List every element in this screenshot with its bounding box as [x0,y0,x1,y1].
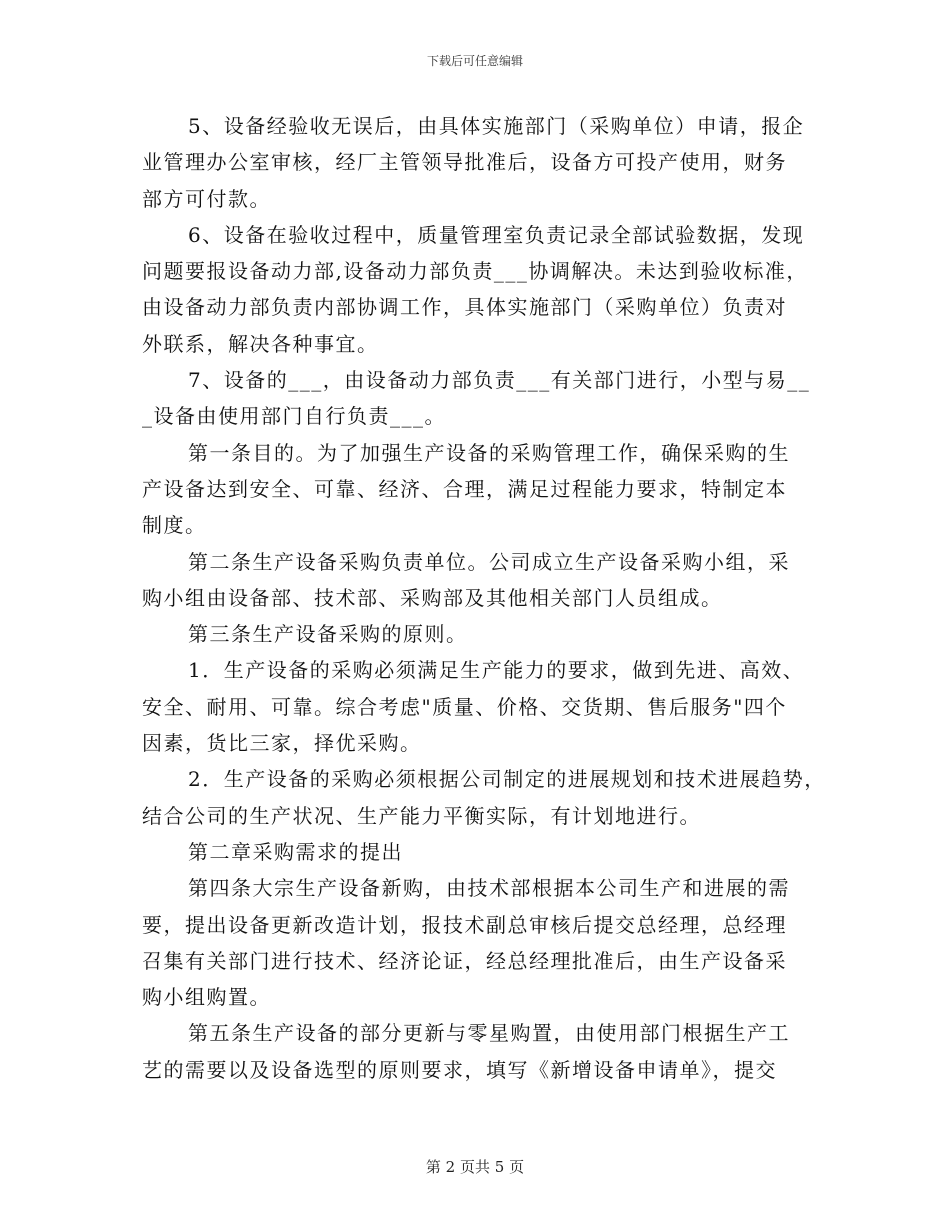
page-number: 第 2 页共 5 页 [425,1158,525,1176]
paragraph-line: 结合公司的生产状况、生产能力平衡实际，有计划地进行。 [142,803,701,828]
paragraph-line: 因素，货比三家，择优采购。 [142,731,422,756]
paragraph-line: 由设备动力部负责内部协调工作，具体实施部门（采购单位）负责对 [142,295,787,320]
paragraph-line: 第四条大宗生产设备新购，由技术部根据本公司生产和进展的需 [188,876,790,901]
paragraph-line: 2．生产设备的采购必须根据公司制定的进展规划和技术进展趋势， [188,767,826,792]
paragraph-line: 6、设备在验收过程中，质量管理室负责记录全部试验数据，发现 [188,222,805,247]
paragraph-line: 业管理办公室审核，经厂主管领导批准后，设备方可投产使用，财务 [142,150,787,175]
paragraph-line: 要，提出设备更新改造计划，报技术副总审核后提交总经理，总经理 [142,912,787,937]
paragraph-line: 第五条生产设备的部分更新与零星购置，由使用部门根据生产工 [188,1021,790,1046]
page-header: 下载后可任意编辑 [426,54,523,68]
paragraph-line: 外联系，解决各种事宜。 [142,331,379,356]
paragraph-line: 召集有关部门进行技术、经济论证，经总经理批准后，由生产设备采 [142,948,787,973]
paragraph-line: _设备由使用部门自行负责___。 [142,404,446,429]
paragraph-line: 第三条生产设备采购的原则。 [188,622,468,647]
paragraph-line: 购小组由设备部、技术部、采购部及其他相关部门人员组成。 [142,585,723,610]
paragraph-line: 部方可付款。 [142,186,271,211]
chapter-heading: 第二章采购需求的提出 [188,839,403,864]
paragraph-line: 艺的需要以及设备选型的原则要求，填写《新增设备申请单》，提交 [142,1057,777,1082]
paragraph-line: 5、设备经验收无误后，由具体实施部门（采购单位）申请，报企 [188,114,805,138]
paragraph-line: 第一条目的。为了加强生产设备的采购管理工作，确保采购的生 [188,440,790,465]
paragraph-line: 产设备达到安全、可靠、经济、合理，满足过程能力要求，特制定本 [142,476,787,501]
paragraph-line: 1．生产设备的采购必须满足生产能力的要求，做到先进、高效、 [188,658,805,683]
paragraph-line: 问题要报设备动力部,设备动力部负责___协调解决。未达到验收标准， [142,259,808,284]
paragraph-line: 制度。 [142,513,207,538]
paragraph-line: 7、设备的___，由设备动力部负责___有关部门进行，小型与易__ [188,368,811,393]
paragraph-line: 第二条生产设备采购负责单位。公司成立生产设备采购小组，采 [188,549,790,574]
paragraph-line: 购小组购置。 [142,985,271,1010]
document-body [142,108,826,1088]
paragraph-line: 安全、耐用、可靠。综合考虑"质量、价格、交货期、售后服务"四个 [142,694,787,719]
